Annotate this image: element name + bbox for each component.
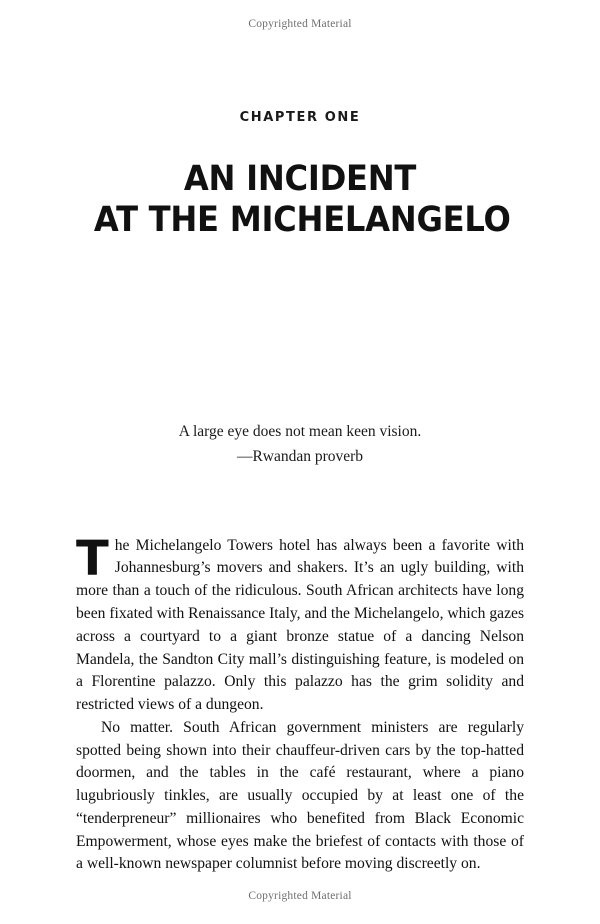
paragraph-2: No matter. South African government ministers are regularly spotted being shown into their chauffeur-driven cars by the top-hatted doormen, and the tables in the café restaurant, where a piano lugubriously tinkles, are usually occupied by at least one of the “tenderpreneur” millionaires who benefited from Black Economic Empowerment, whose eyes make the briefest of contacts with those of a well-known newspaper columnist before moving discreetly on. (76, 718, 524, 873)
paragraph-1 (76, 530, 525, 717)
chapter-title (93, 159, 511, 240)
epigraph-quote: A large eye does not mean keen vision. (178, 423, 422, 441)
epigraph (76, 420, 524, 469)
body-copy (76, 530, 525, 876)
page-content (76, 110, 524, 876)
chapter-label: CHAPTER ONE (239, 110, 361, 125)
paragraph-1-text: he Michelangelo Towers hotel has always been a favorite with Johannesburg’s movers and shakers. It’s an ugly building, with more than a touch of the ridiculous. South African architects have long been fixated with Renaissance Italy, and the Michelangelo, which gazes across a courtyard to a giant bronze statue of a dancing Nelson Mandela, the Sandton City mall’s distinguishing feature, is modeled on a Florentine palazzo. Only this palazzo has the grim solidity and restricted views of a dungeon. (76, 536, 525, 714)
chapter-title-line-2: AT THE MICHELANGELO (93, 199, 511, 240)
copyright-watermark-bottom: Copyrighted Material (248, 890, 352, 902)
drop-cap: T (76, 530, 109, 587)
epigraph-attribution: —Rwandan proverb (236, 448, 364, 466)
copyright-watermark-top: Copyrighted Material (248, 18, 352, 30)
chapter-title-line-1: AN INCIDENT (183, 159, 417, 199)
